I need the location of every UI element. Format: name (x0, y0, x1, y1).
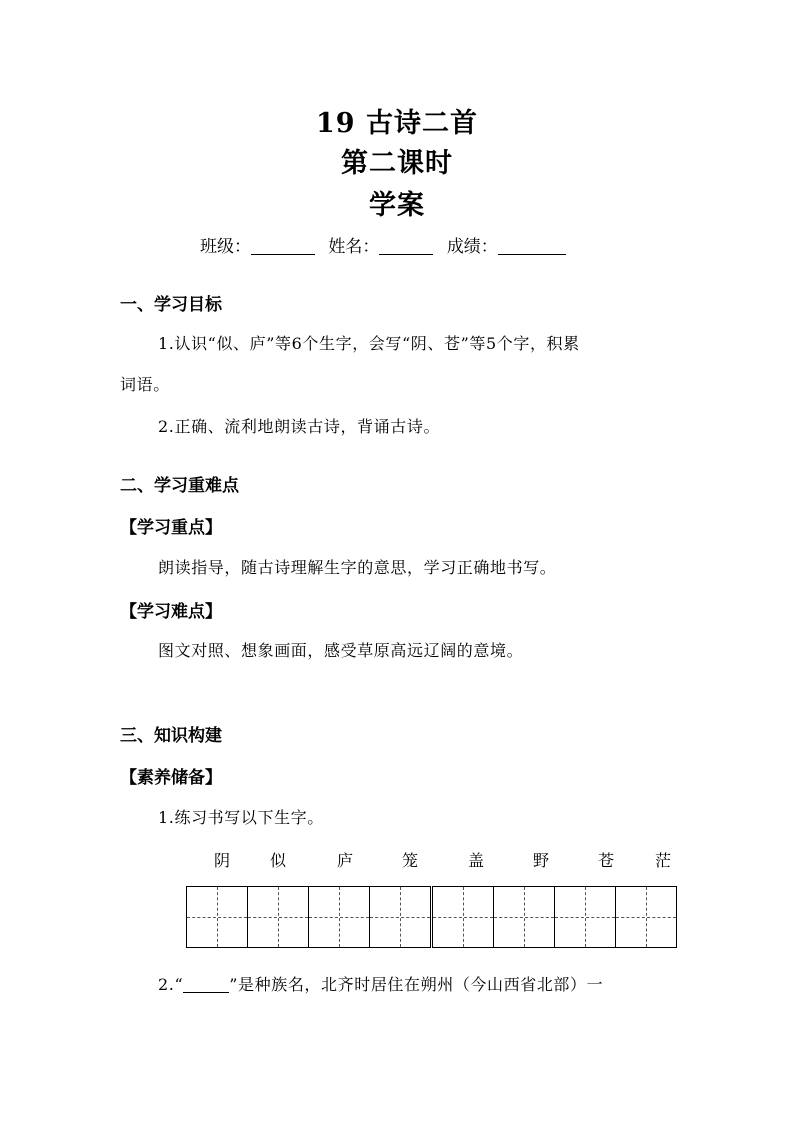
document-type: 学案 (369, 190, 425, 221)
section-heading-key-points: 二、学习重难点 (120, 476, 239, 496)
difficulty-text: 图文对照、想象画面，感受草原高远辽阔的意境。 (158, 641, 524, 660)
practice-char: 盖 (468, 851, 485, 870)
name-label: 姓名： (328, 237, 380, 257)
exercise-2-text: ”是种族名，北齐时居住在朔州（今山西省北部）一 (229, 975, 604, 994)
lesson-title: 19 古诗二首 (316, 108, 478, 139)
exercise-2-prefix: 2.“ (158, 975, 184, 994)
lesson-period: 第二课时 (341, 148, 453, 179)
writing-cell[interactable] (247, 886, 309, 948)
class-label: 班级： (200, 237, 251, 257)
writing-cell[interactable] (186, 886, 248, 948)
practice-char: 笼 (402, 851, 419, 870)
goal-1-line-1: 1.认识“似、庐”等6个生字，会写“阴、苍”等5个字，积累 (158, 334, 580, 353)
practice-char: 苍 (598, 851, 615, 870)
preparation-label: 【素养储备】 (120, 768, 222, 788)
writing-cell[interactable] (369, 886, 431, 948)
score-blank[interactable] (498, 236, 566, 255)
writing-cell[interactable] (615, 886, 677, 948)
practice-char: 茫 (655, 851, 672, 870)
section-heading-knowledge: 三、知识构建 (120, 726, 222, 746)
writing-cell[interactable] (432, 886, 494, 948)
exercise-1: 1.练习书写以下生字。 (158, 808, 324, 827)
key-point-text: 朗读指导，随古诗理解生字的意思，学习正确地书写。 (158, 558, 557, 577)
difficulty-label: 【学习难点】 (120, 602, 222, 622)
goal-2: 2.正确、流利地朗读古诗，背诵古诗。 (158, 417, 441, 436)
writing-cell[interactable] (308, 886, 370, 948)
writing-cell[interactable] (554, 886, 616, 948)
key-point-label: 【学习重点】 (120, 518, 222, 538)
practice-char: 似 (270, 851, 287, 870)
section-heading-goals: 一、学习目标 (120, 295, 222, 315)
practice-char: 阴 (214, 851, 231, 870)
exercise-2 (158, 972, 603, 995)
exercise-2-blank[interactable] (183, 978, 229, 993)
practice-char: 庐 (337, 851, 354, 870)
student-info (200, 232, 566, 257)
class-blank[interactable] (251, 236, 315, 255)
score-label: 成绩： (446, 237, 498, 257)
name-blank[interactable] (379, 236, 433, 255)
practice-char: 野 (533, 851, 550, 870)
writing-cell[interactable] (493, 886, 555, 948)
goal-1-line-2: 词语。 (120, 375, 170, 394)
